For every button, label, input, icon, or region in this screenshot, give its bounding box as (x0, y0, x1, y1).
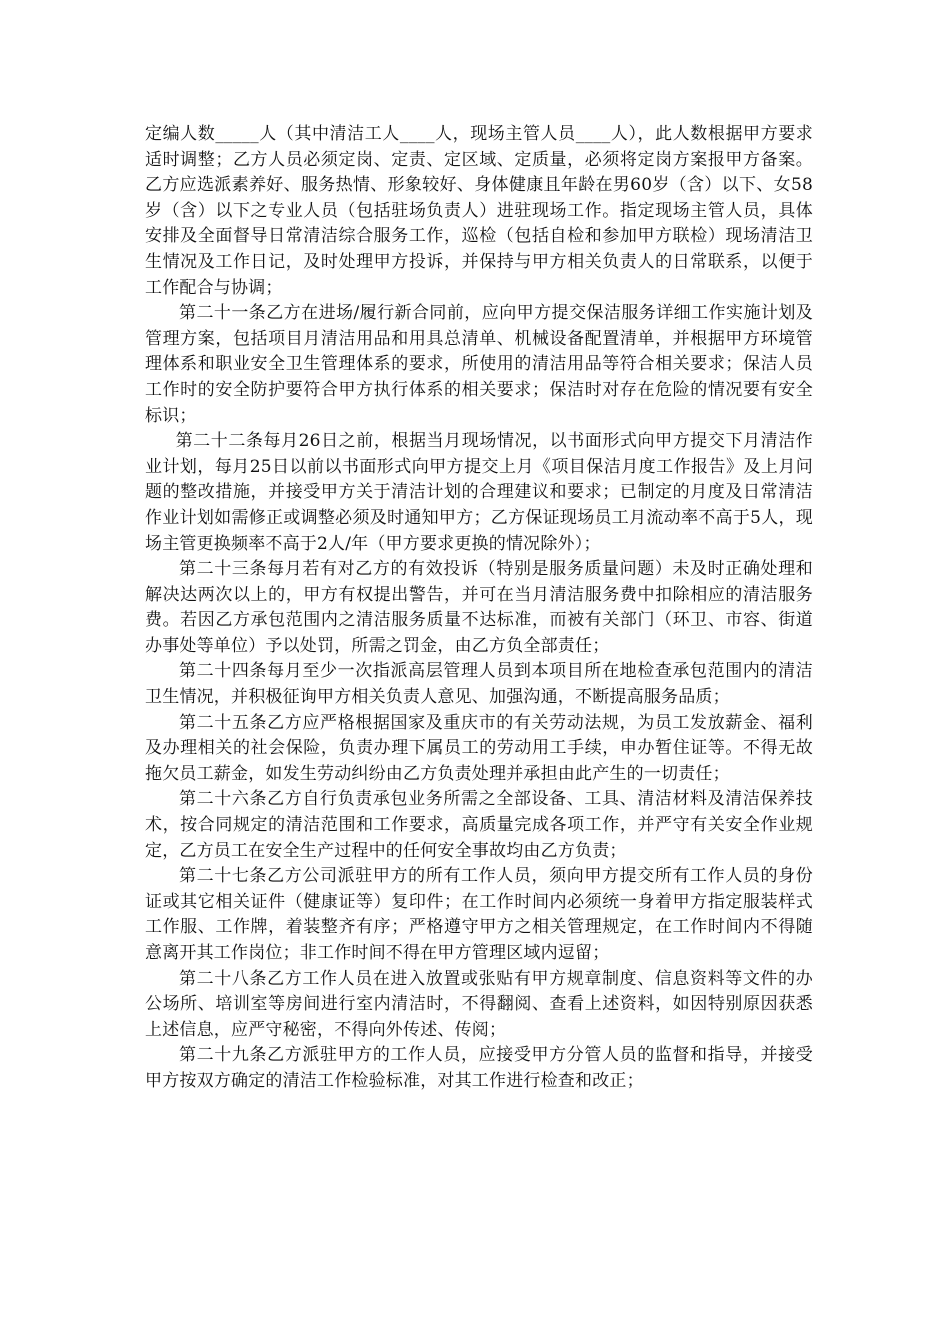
paragraph-article-24: 第二十四条每月至少一次指派高层管理人员到本项目所在地检查承包范围内的清洁卫生情况，并积极征询甲方相关负责人意见、加强沟通，不断提高服务品质； (145, 661, 813, 708)
document-body (145, 122, 813, 1095)
paragraph-staffing: 定编人数_____人（其中清洁工人____人，现场主管人员____人），此人数根据甲方要求适时调整；乙方人员必须定岗、定责、定区域、定质量，必须将定岗方案报甲方备案。乙方应选派素养好、服务热情、形象较好、身体健康且年龄在男60岁（含）以下、女58岁（含）以下之专业人员（包括驻场负责人）进驻现场工作。指定现场主管人员，具体安排及全面督导日常清洁综合服务工作，巡检（包括自检和参加甲方联检）现场清洁卫生情况及工作日记，及时处理甲方投诉，并保持与甲方相关负责人的日常联系，以便于工作配合与协调； (145, 124, 813, 298)
paragraph-article-29: 第二十九条乙方派驻甲方的工作人员，应接受甲方分管人员的监督和指导，并接受甲方按双方确定的清洁工作检验标准，对其工作进行检查和改正； (145, 1045, 813, 1091)
paragraph-article-21: 第二十一条乙方在进场/履行新合同前，应向甲方提交保洁服务详细工作实施计划及管理方案，包括项目月清洁用品和用具总清单、机械设备配置清单，并根据甲方环境管理体系和职业安全卫生管理体系的要求，所使用的清洁用品等符合相关要求；保洁人员工作时的安全防护要符合甲方执行体系的相关要求；保洁时对存在危险的情况要有安全标识； (145, 303, 813, 426)
paragraph-article-25: 第二十五条乙方应严格根据国家及重庆市的有关劳动法规，为员工发放薪金、福利及办理相关的社会保险，负责办理下属员工的劳动用工手续，申办暂住证等。不得无故拖欠员工薪金，如发生劳动纠纷由乙方负责处理并承担由此产生的一切责任； (145, 712, 813, 784)
paragraph-article-23: 第二十三条每月若有对乙方的有效投诉（特别是服务质量问题）未及时正确处理和解决达两次以上的，甲方有权提出警告，并可在当月清洁服务费中扣除相应的清洁服务费。若因乙方承包范围内之清洁服务质量不达标准，而被有关部门（环卫、市容、街道办事处等单位）予以处罚，所需之罚金，由乙方负全部责任； (145, 559, 813, 656)
paragraph-article-27: 第二十七条乙方公司派驻甲方的所有工作人员，须向甲方提交所有工作人员的身份证或其它相关证件（健康证等）复印件；在工作时间内必须统一身着甲方指定服装样式工作服、工作牌，着装整齐有序；严格遵守甲方之相关管理规定，在工作时间内不得随意离开其工作岗位；非工作时间不得在甲方管理区域内逗留； (145, 866, 813, 963)
paragraph-article-28: 第二十八条乙方工作人员在进入放置或张贴有甲方规章制度、信息资料等文件的办公场所、培训室等房间进行室内清洁时，不得翻阅、查看上述资料，如因特别原因获悉上述信息，应严守秘密，不得向外传述、传阅； (145, 968, 813, 1040)
paragraph-article-26: 第二十六条乙方自行负责承包业务所需之全部设备、工具、清洁材料及清洁保养技术，按合同规定的清洁范围和工作要求，高质量完成各项工作，并严守有关安全作业规定，乙方员工在安全生产过程中的任何安全事故均由乙方负责； (145, 789, 813, 861)
paragraph-article-22: 第二十二条每月26日之前，根据当月现场情况，以书面形式向甲方提交下月清洁作业计划，每月25日以前以书面形式向甲方提交上月《项目保洁月度工作报告》及上月问题的整改措施，并接受甲方关于清洁计划的合理建议和要求；已制定的月度及日常清洁作业计划如需修正或调整必须及时通知甲方；乙方保证现场员工月流动率不高于5人，现场主管更换频率不高于2人/年（甲方要求更换的情况除外）； (145, 431, 813, 554)
